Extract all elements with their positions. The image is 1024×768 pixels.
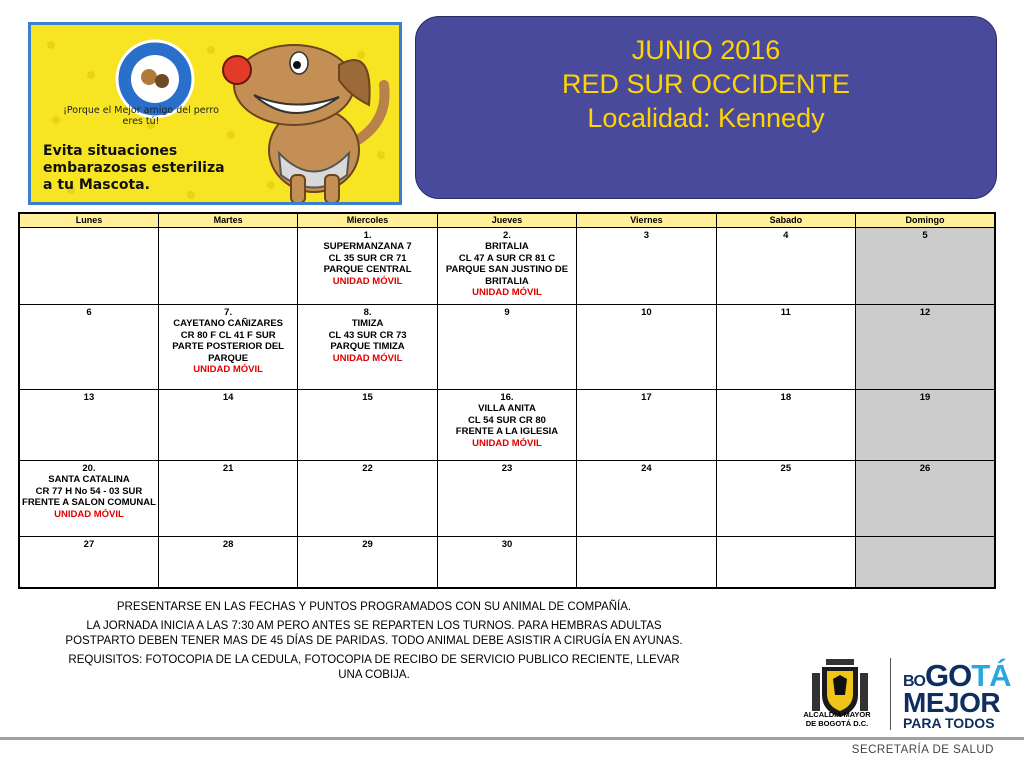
day-header-lunes: Lunes [19, 213, 158, 227]
day-number: 2. [503, 229, 511, 241]
day-cell-empty [856, 536, 995, 588]
day-cell-9: 9 [437, 304, 576, 389]
event-reference: PARQUE TIMIZA [330, 341, 405, 352]
day-cell-10: 10 [577, 304, 716, 389]
mobile-unit-label: UNIDAD MÓVIL [332, 352, 403, 364]
day-cell-27: 27 [19, 536, 158, 588]
bogota-suffix: TÁ [971, 658, 1011, 693]
event-address: CL 47 A SUR CR 81 C [458, 252, 556, 264]
alcaldia-label [795, 710, 879, 728]
logo-divider [890, 658, 891, 730]
day-cell-6: 6 [19, 304, 158, 389]
day-number: 20. [82, 462, 96, 474]
day-header-sabado: Sabado [716, 213, 855, 227]
instruction-schedule: LA JORNADA INICIA A LAS 7:30 AM PERO ANTES SE REPARTEN LOS TURNOS. PARA HEMBRAS ADULTAS POSTPARTO DEBEN TENER MAS DE 45 DÍAS DE PARIDAS. TODO ANIMAL DEBE ASISTIR A CIRUGÍA EN AYUNAS. [65, 620, 683, 647]
event-address: CL 54 SUR CR 80 [467, 414, 546, 426]
day-cell-8 [298, 304, 437, 389]
day-cell-empty [716, 536, 855, 588]
mobile-unit-label: UNIDAD MÓVIL [472, 287, 542, 298]
secretaria-label: SECRETARÍA DE SALUD [851, 744, 994, 756]
day-cell-11: 11 [716, 304, 855, 389]
event-place: TIMIZA [351, 318, 384, 329]
day-cell-16 [437, 389, 576, 460]
day-cell-empty [19, 227, 158, 304]
week-row-4 [19, 460, 995, 536]
day-cell-15: 15 [298, 389, 437, 460]
day-cell-20 [19, 460, 158, 536]
mejor-wordmark: MEJOR [903, 687, 1001, 718]
event-address: CL 43 SUR CR 73 [328, 329, 407, 341]
day-cell-21: 21 [158, 460, 297, 536]
day-cell-4: 4 [716, 227, 855, 304]
day-cell-2 [437, 227, 576, 304]
day-cell-3: 3 [577, 227, 716, 304]
instructions [60, 600, 688, 687]
day-cell-empty [577, 536, 716, 588]
para-todos-wordmark: PARA TODOS [903, 715, 995, 731]
event-reference: FRENTE A SALON COMUNAL [22, 497, 156, 508]
network-title: RED SUR OCCIDENTE [561, 69, 851, 99]
week-row-2 [19, 304, 995, 389]
day-number: 7. [224, 306, 233, 318]
event-reference: FRENTE A LA IGLESIA [455, 426, 559, 437]
alcaldia-line-1: ALCALDÍA MAYOR [803, 710, 871, 719]
cartoon-dog-icon [199, 25, 399, 205]
mobile-unit-label: UNIDAD MÓVIL [193, 364, 263, 375]
sterilization-poster [28, 22, 402, 205]
week-row-1 [19, 227, 995, 304]
day-cell-17: 17 [577, 389, 716, 460]
slogan-line-1: Evita situaciones [43, 143, 178, 159]
footer-divider [0, 737, 1024, 740]
calendar-table [18, 212, 996, 589]
poster-tagline: ¡Porque el Mejor amigo del perro eres tú! [63, 105, 219, 127]
slogan-line-2: embarazosas esteriliza [43, 160, 225, 176]
event-address: CR 80 F CL 41 F SUR [180, 329, 276, 341]
day-number: 8. [363, 306, 372, 318]
day-cell-26: 26 [856, 460, 995, 536]
day-cell-22: 22 [298, 460, 437, 536]
day-cell-empty [158, 227, 297, 304]
day-cell-28: 28 [158, 536, 297, 588]
day-cell-23: 23 [437, 460, 576, 536]
day-cell-30: 30 [437, 536, 576, 588]
day-header-domingo: Domingo [856, 213, 995, 227]
day-cell-29: 29 [298, 536, 437, 588]
day-cell-7 [158, 304, 297, 389]
alcaldia-line-2: DE BOGOTÁ D.C. [805, 719, 869, 728]
bogota-prefix: BO [903, 673, 925, 690]
day-cell-18: 18 [716, 389, 855, 460]
calendar-header-row [19, 213, 995, 227]
locality-title: Localidad: Kennedy [587, 103, 825, 133]
title-box [415, 16, 997, 199]
month-title: JUNIO 2016 [631, 35, 781, 65]
event-address: CL 35 SUR CR 71 [328, 252, 407, 264]
mobile-unit-label: UNIDAD MÓVIL [54, 508, 124, 520]
day-cell-13: 13 [19, 389, 158, 460]
day-header-viernes: Viernes [577, 213, 716, 227]
day-cell-5: 5 [856, 227, 995, 304]
day-number: 16. [500, 391, 514, 403]
event-reference: PARQUE CENTRAL [323, 264, 412, 275]
day-header-jueves: Jueves [437, 213, 576, 227]
day-header-martes: Martes [158, 213, 297, 227]
day-cell-1 [298, 227, 437, 304]
slogan-line-3: a tu Mascota. [43, 177, 150, 193]
week-row-5 [19, 536, 995, 588]
day-header-miercoles: Miercoles [298, 213, 437, 227]
bogota-mejor-logo [903, 660, 1013, 730]
event-place: SANTA CATALINA [48, 474, 130, 485]
event-reference: PARTE POSTERIOR DEL PARQUE [172, 341, 284, 364]
event-reference: PARQUE SAN JUSTINO DE BRITALIA [445, 264, 569, 287]
event-place: CAYETANO CAÑIZARES [173, 318, 284, 329]
event-address: CR 77 H No 54 - 03 SUR [35, 485, 143, 497]
mobile-unit-label: UNIDAD MÓVIL [472, 437, 542, 449]
day-cell-24: 24 [577, 460, 716, 536]
event-place: BRITALIA [485, 241, 529, 252]
day-cell-25: 25 [716, 460, 855, 536]
event-place: VILLA ANITA [478, 403, 536, 414]
day-cell-14: 14 [158, 389, 297, 460]
event-place: SUPERMANZANA 7 [323, 241, 412, 252]
instruction-attendance: PRESENTARSE EN LAS FECHAS Y PUNTOS PROGRAMADOS CON SU ANIMAL DE COMPAÑÍA. [116, 601, 632, 613]
day-number: 1. [363, 229, 372, 241]
week-row-3 [19, 389, 995, 460]
day-cell-12: 12 [856, 304, 995, 389]
day-cell-19: 19 [856, 389, 995, 460]
mobile-unit-label: UNIDAD MÓVIL [332, 275, 403, 287]
bogota-mid: GO [925, 658, 972, 693]
instruction-requirements: REQUISITOS: FOTOCOPIA DE LA CEDULA, FOTOCOPIA DE RECIBO DE SERVICIO PUBLICO RECIENTE, LLEVAR UNA COBIJA. [68, 654, 680, 681]
